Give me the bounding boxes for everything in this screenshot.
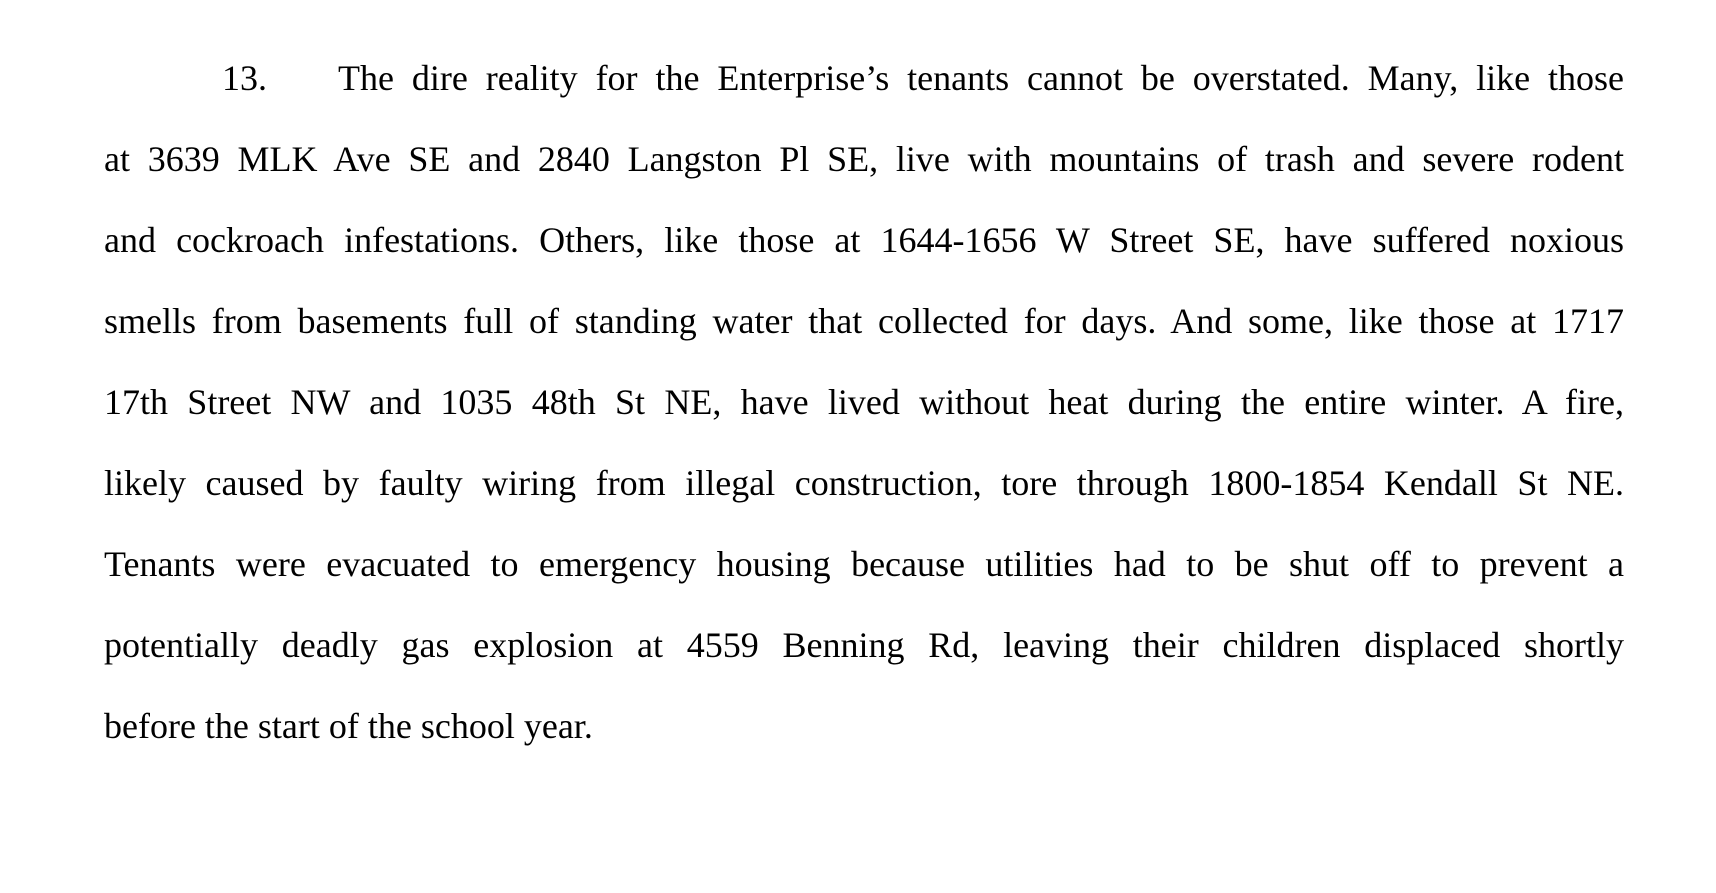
- paragraph-line-6: likely caused by faulty wiring from illegal construction, tore through 1800-1854 Kendall St NE.: [104, 463, 1624, 503]
- paragraph-line-2: at 3639 MLK Ave SE and 2840 Langston Pl SE, live with mountains of trash and severe rodent: [104, 139, 1624, 179]
- paragraph-line-4: smells from basements full of standing water that collected for days. And some, like those at 1717: [104, 301, 1624, 341]
- paragraph-line-7: Tenants were evacuated to emergency housing because utilities had to be shut off to prevent a: [104, 544, 1624, 584]
- paragraph-line-9: before the start of the school year.: [104, 706, 593, 746]
- paragraph-number: 13.: [222, 58, 267, 98]
- paragraph-line-3: and cockroach infestations. Others, like those at 1644-1656 W Street SE, have suffered noxious: [104, 220, 1624, 260]
- paragraph-line-8: potentially deadly gas explosion at 4559 Benning Rd, leaving their children displaced shortly: [104, 625, 1624, 665]
- paragraph-line-1: [104, 58, 1624, 148]
- paragraph-line-text: The dire reality for the Enterprise’s tenants cannot be overstated. Many, like those: [338, 58, 1624, 98]
- paragraph-line-5: 17th Street NW and 1035 48th St NE, have lived without heat during the entire winter. A fire,: [104, 382, 1624, 422]
